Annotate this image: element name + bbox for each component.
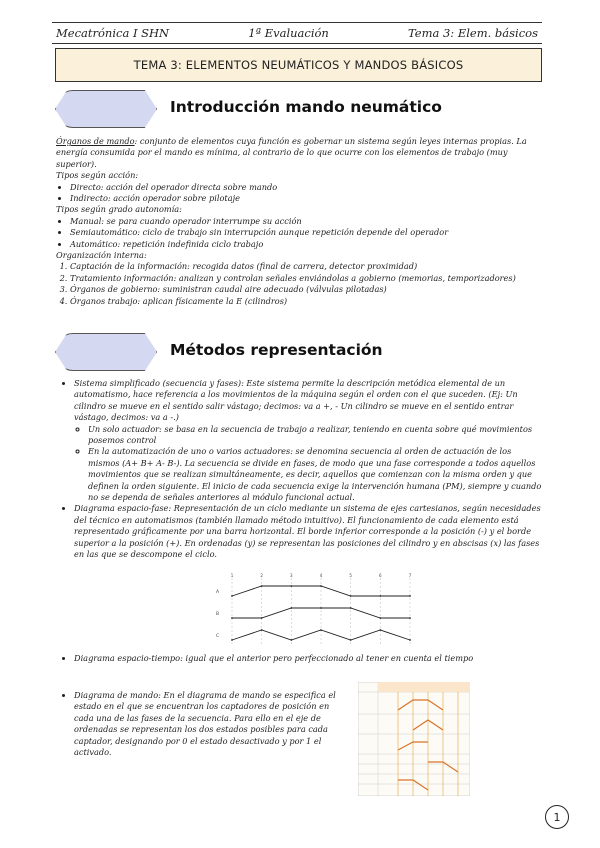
series-point [231,617,233,619]
phase-tick-label: 6 [379,573,382,578]
section-heading-methods: Métodos representación [170,341,383,359]
method-espacio-tiempo-block [60,653,542,664]
methods-list-2 [60,653,542,664]
tipos-autonomia-label: Tipos según grado autonomía: [56,204,182,215]
series-point [409,617,411,619]
series-point [261,585,263,587]
series-point [320,629,322,631]
phase-tick-label: 3 [290,573,293,578]
section-heading-intro: Introducción mando neumático [170,98,442,116]
series-point [409,639,411,641]
list-item: • Semiautomático: ciclo de trabajo sin interrupción aunque repetición depende del operador [70,227,546,238]
method-mando: • Diagrama de mando: En el diagrama de mando se especifica el estado en el que se encuentran los captadores de posición en cada una de las fases de la secuencia. Para ello en el eje de ordenadas se representan los dos estados posibles para cada captador, designando por 0 el estado desactivado y por 1 el activado. [74,690,338,758]
series-point [261,629,263,631]
series-line-B [232,608,410,618]
series-point [350,595,352,597]
organizacion-list [56,261,546,307]
list-item: • Automático: repetición indefinida ciclo trabajo [70,239,546,250]
series-point [350,639,352,641]
section-tab-shape [55,90,157,128]
series-point [379,595,381,597]
espacio-fase-diagram [210,572,420,644]
series-point [261,617,263,619]
series-point [231,595,233,597]
header-subject: Mecatrónica I SHN [56,26,170,40]
tipos-accion-label: Tipos según acción: [56,170,139,181]
diagrama-mando-image [358,682,470,796]
method-mando-block [60,690,338,758]
page-header [52,22,542,44]
list-item: ◦ En la automatización de uno o varios actuadores: se denomina secuencia al orden de actuación de los mismos (A+ B+ A- B-). La secuencia se divide en fases, de modo que una fase corresponde a todos aquellos movimientos que se realizan simultáneamente, es decir, aquellos que comienzan con la misma orden y que definen la orden siguiente. El inicio de cada secuencia exige la intervención humana (PM), siempre y cuando no se dependa de señales anteriores al módulo funcional actual. [88,446,542,503]
series-point [320,607,322,609]
list-item: ◦ Un solo actuador: se basa en la secuencia de trabajo a realizar, teniendo en cuenta sobre qué movimientos posemos control [88,424,542,447]
header-evaluation: 1ª Evaluación [248,26,329,40]
methods-body [60,378,542,561]
page-number: 1 [545,805,569,829]
methods-list [60,378,542,561]
phase-tick-label: 4 [319,573,323,578]
tipos-autonomia-list [56,216,546,250]
list-item: 4. Órganos trabajo: aplican físicamente la E (cilindros) [70,296,546,307]
list-item: • Indirecto: acción operador sobre pilotaje [70,193,546,204]
phase-tick-label: 1 [230,573,234,578]
phase-tick-label: 7 [408,573,412,578]
series-point [231,639,233,641]
series-point [379,617,381,619]
list-item: 3. Órganos de gobierno: suministran caudal aire adecuado (válvulas pilotadas) [70,284,546,295]
method-espacio-tiempo: • Diagrama espacio-tiempo: igual que el anterior pero perfeccionado al tener en cuenta el tiempo [74,653,542,664]
section-tab-shape [55,333,157,371]
method-espacio-fase: • Diagrama espacio-fase: Representación de un ciclo mediante un sistema de ejes cartesianos, según necesidades del técnico en automatismos (también llamado método intuitivo). El funcionamiento de cada elemento está representado gráficamente por una barra horizontal. El borde inferior corresponde a la posición (-) y el borde superior a la posición (+). En ordenadas (y) se representan las posiciones del cilindro y en abscisas (x) las fases en las que se descompone el ciclo. [74,503,542,560]
series-point [290,639,292,641]
phase-tick-label: 5 [349,573,352,578]
intro-paragraph [56,136,546,170]
series-point [290,585,292,587]
list-item: • Manual: se para cuando operador interrumpe su acción [70,216,546,227]
series-point [409,595,411,597]
series-point [379,629,381,631]
method-sublist [74,424,542,504]
series-point [290,607,292,609]
series-label: A [216,590,220,595]
series-label: C [216,634,220,639]
list-item: 2. Tratamiento información: analizan y controlan señales enviándolas a gobierno (memorias, temporizadores) [70,273,546,284]
phase-tick-label: 2 [260,573,263,578]
intro-text: : conjunto de elementos cuya función es gobernar un sistema según leyes internas propias. La energía consumida por el mando es mínima, al contrario de lo que ocurre con los elementos de trabajo (muy superior). [56,136,527,169]
organizacion-label: Organización interna: [56,250,147,261]
list-item: • Directo: acción del operador directa sobre mando [70,182,546,193]
methods-list-3 [60,690,338,758]
series-point [350,607,352,609]
method-simplified [74,378,542,503]
series-point [320,585,322,587]
tipos-accion-list [56,182,546,205]
intro-term: Órganos de mando [56,136,135,146]
series-label: B [216,612,220,617]
document-title: TEMA 3: ELEMENTOS NEUMÁTICOS Y MANDOS BÁSICOS [55,48,542,82]
list-item: 1. Captación de la información: recogida datos (final de carrera, detector proximidad) [70,261,546,272]
method-simplified-text: Sistema simplificado (secuencia y fases): Este sistema permite la descripción metódica elemental de un automatismo, hace referencia a los movimientos de la máquina según el orden con el que suceden. (Ej: Un cilindro se mueve en el sentido salir vástago; decimos: va a +, - Un cilindro se mueve en el sentido entrar vástago, decimos: va a -.) [74,378,518,423]
header-topic: Tema 3: Elem. básicos [407,26,538,40]
section-intro-body [56,136,546,307]
